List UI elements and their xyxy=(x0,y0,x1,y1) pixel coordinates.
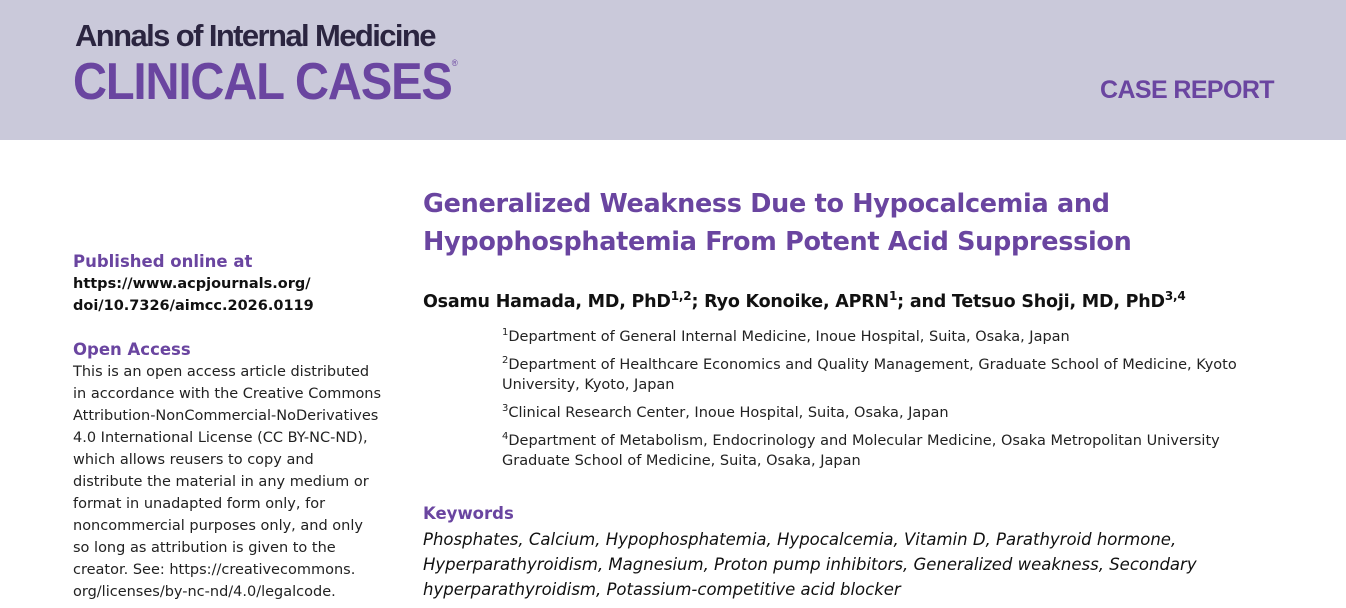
affiliation-text: Department of Metabolism, Endocrinology and Molecular Medicine, Osaka Metropolitan University xyxy=(508,433,1220,449)
open-access-line: 4.0 International License (CC BY-NC-ND), xyxy=(73,430,368,446)
author-separator: ; and xyxy=(897,292,952,312)
affiliation-number: 2 xyxy=(502,355,509,367)
author-name: Osamu Hamada, MD, PhD xyxy=(423,292,671,312)
author-name: Ryo Konoike, APRN xyxy=(704,292,889,312)
registered-mark: ® xyxy=(451,58,458,68)
author-name: Tetsuo Shoji, MD, PhD xyxy=(951,292,1165,312)
affiliation-number: 3 xyxy=(502,403,509,415)
author-affil-ref: 1 xyxy=(888,289,898,304)
article-title xyxy=(423,185,1223,261)
license-link-line-1[interactable]: creator. See: https://creativecommons. xyxy=(73,562,356,578)
journal-section-logo xyxy=(73,52,458,112)
section-name: CLINICAL CASES xyxy=(73,53,452,111)
open-access-heading: Open Access xyxy=(73,340,191,359)
title-line: Generalized Weakness Due to Hypocalcemia and xyxy=(423,189,1110,219)
published-heading: Published online at xyxy=(73,252,253,271)
keywords-heading: Keywords xyxy=(423,504,514,523)
affiliation-text: Graduate School of Medicine, Suita, Osaka, Japan xyxy=(502,453,861,469)
title-line: Hypophosphatemia From Potent Acid Suppression xyxy=(423,227,1132,257)
sidebar xyxy=(73,251,383,603)
license-link-line-2[interactable]: org/licenses/by-nc-nd/4.0/legalcode. xyxy=(73,584,336,600)
affiliation-text: Department of Healthcare Economics and Quality Management, Graduate School of Medicine, Kyoto xyxy=(508,357,1237,373)
keywords-line: Hyperparathyroidism, Magnesium, Proton pump inhibitors, Generalized weakness, Secondary xyxy=(423,555,1197,574)
open-access-line: Attribution-NonCommercial-NoDerivatives xyxy=(73,408,379,424)
affiliation-item xyxy=(502,403,1272,423)
author-list xyxy=(423,288,1186,316)
affiliation-item xyxy=(502,327,1272,347)
open-access-line: distribute the material in any medium or xyxy=(73,474,369,490)
keywords-line: hyperparathyroidism, Potassium-competitive acid blocker xyxy=(423,580,901,599)
affiliation-list xyxy=(502,327,1272,479)
article-type-label: CASE REPORT xyxy=(1100,76,1274,104)
affiliation-number: 1 xyxy=(502,327,509,339)
affiliation-item xyxy=(502,431,1272,471)
journal-header xyxy=(0,0,1346,140)
author-affil-ref: 1,2 xyxy=(670,289,692,304)
doi-link-line-1[interactable]: https://www.acpjournals.org/ xyxy=(73,276,311,292)
keywords-line: Phosphates, Calcium, Hypophosphatemia, Hypocalcemia, Vitamin D, Parathyroid hormone, xyxy=(423,530,1177,549)
author-separator: ; xyxy=(691,292,705,312)
open-access-line: in accordance with the Creative Commons xyxy=(73,386,382,402)
open-access-line: This is an open access article distributed xyxy=(73,364,370,380)
affiliation-text: Department of General Internal Medicine, Inoue Hospital, Suita, Osaka, Japan xyxy=(508,329,1070,345)
open-access-line: format in unadapted form only, for xyxy=(73,496,326,512)
open-access-line: noncommercial purposes only, and only xyxy=(73,518,363,534)
doi-link-line-2[interactable]: doi/10.7326/aimcc.2026.0119 xyxy=(73,298,314,314)
author-affil-ref: 3,4 xyxy=(1164,289,1186,304)
journal-name: Annals of Internal Medicine xyxy=(75,18,435,53)
open-access-line: so long as attribution is given to the xyxy=(73,540,336,556)
affiliation-item xyxy=(502,355,1272,395)
affiliation-text: University, Kyoto, Japan xyxy=(502,377,675,393)
open-access-text xyxy=(73,361,383,603)
keywords-list xyxy=(423,527,1273,602)
open-access-line: which allows reusers to copy and xyxy=(73,452,314,468)
affiliation-text: Clinical Research Center, Inoue Hospital, Suita, Osaka, Japan xyxy=(508,405,949,421)
affiliation-number: 4 xyxy=(502,431,509,443)
